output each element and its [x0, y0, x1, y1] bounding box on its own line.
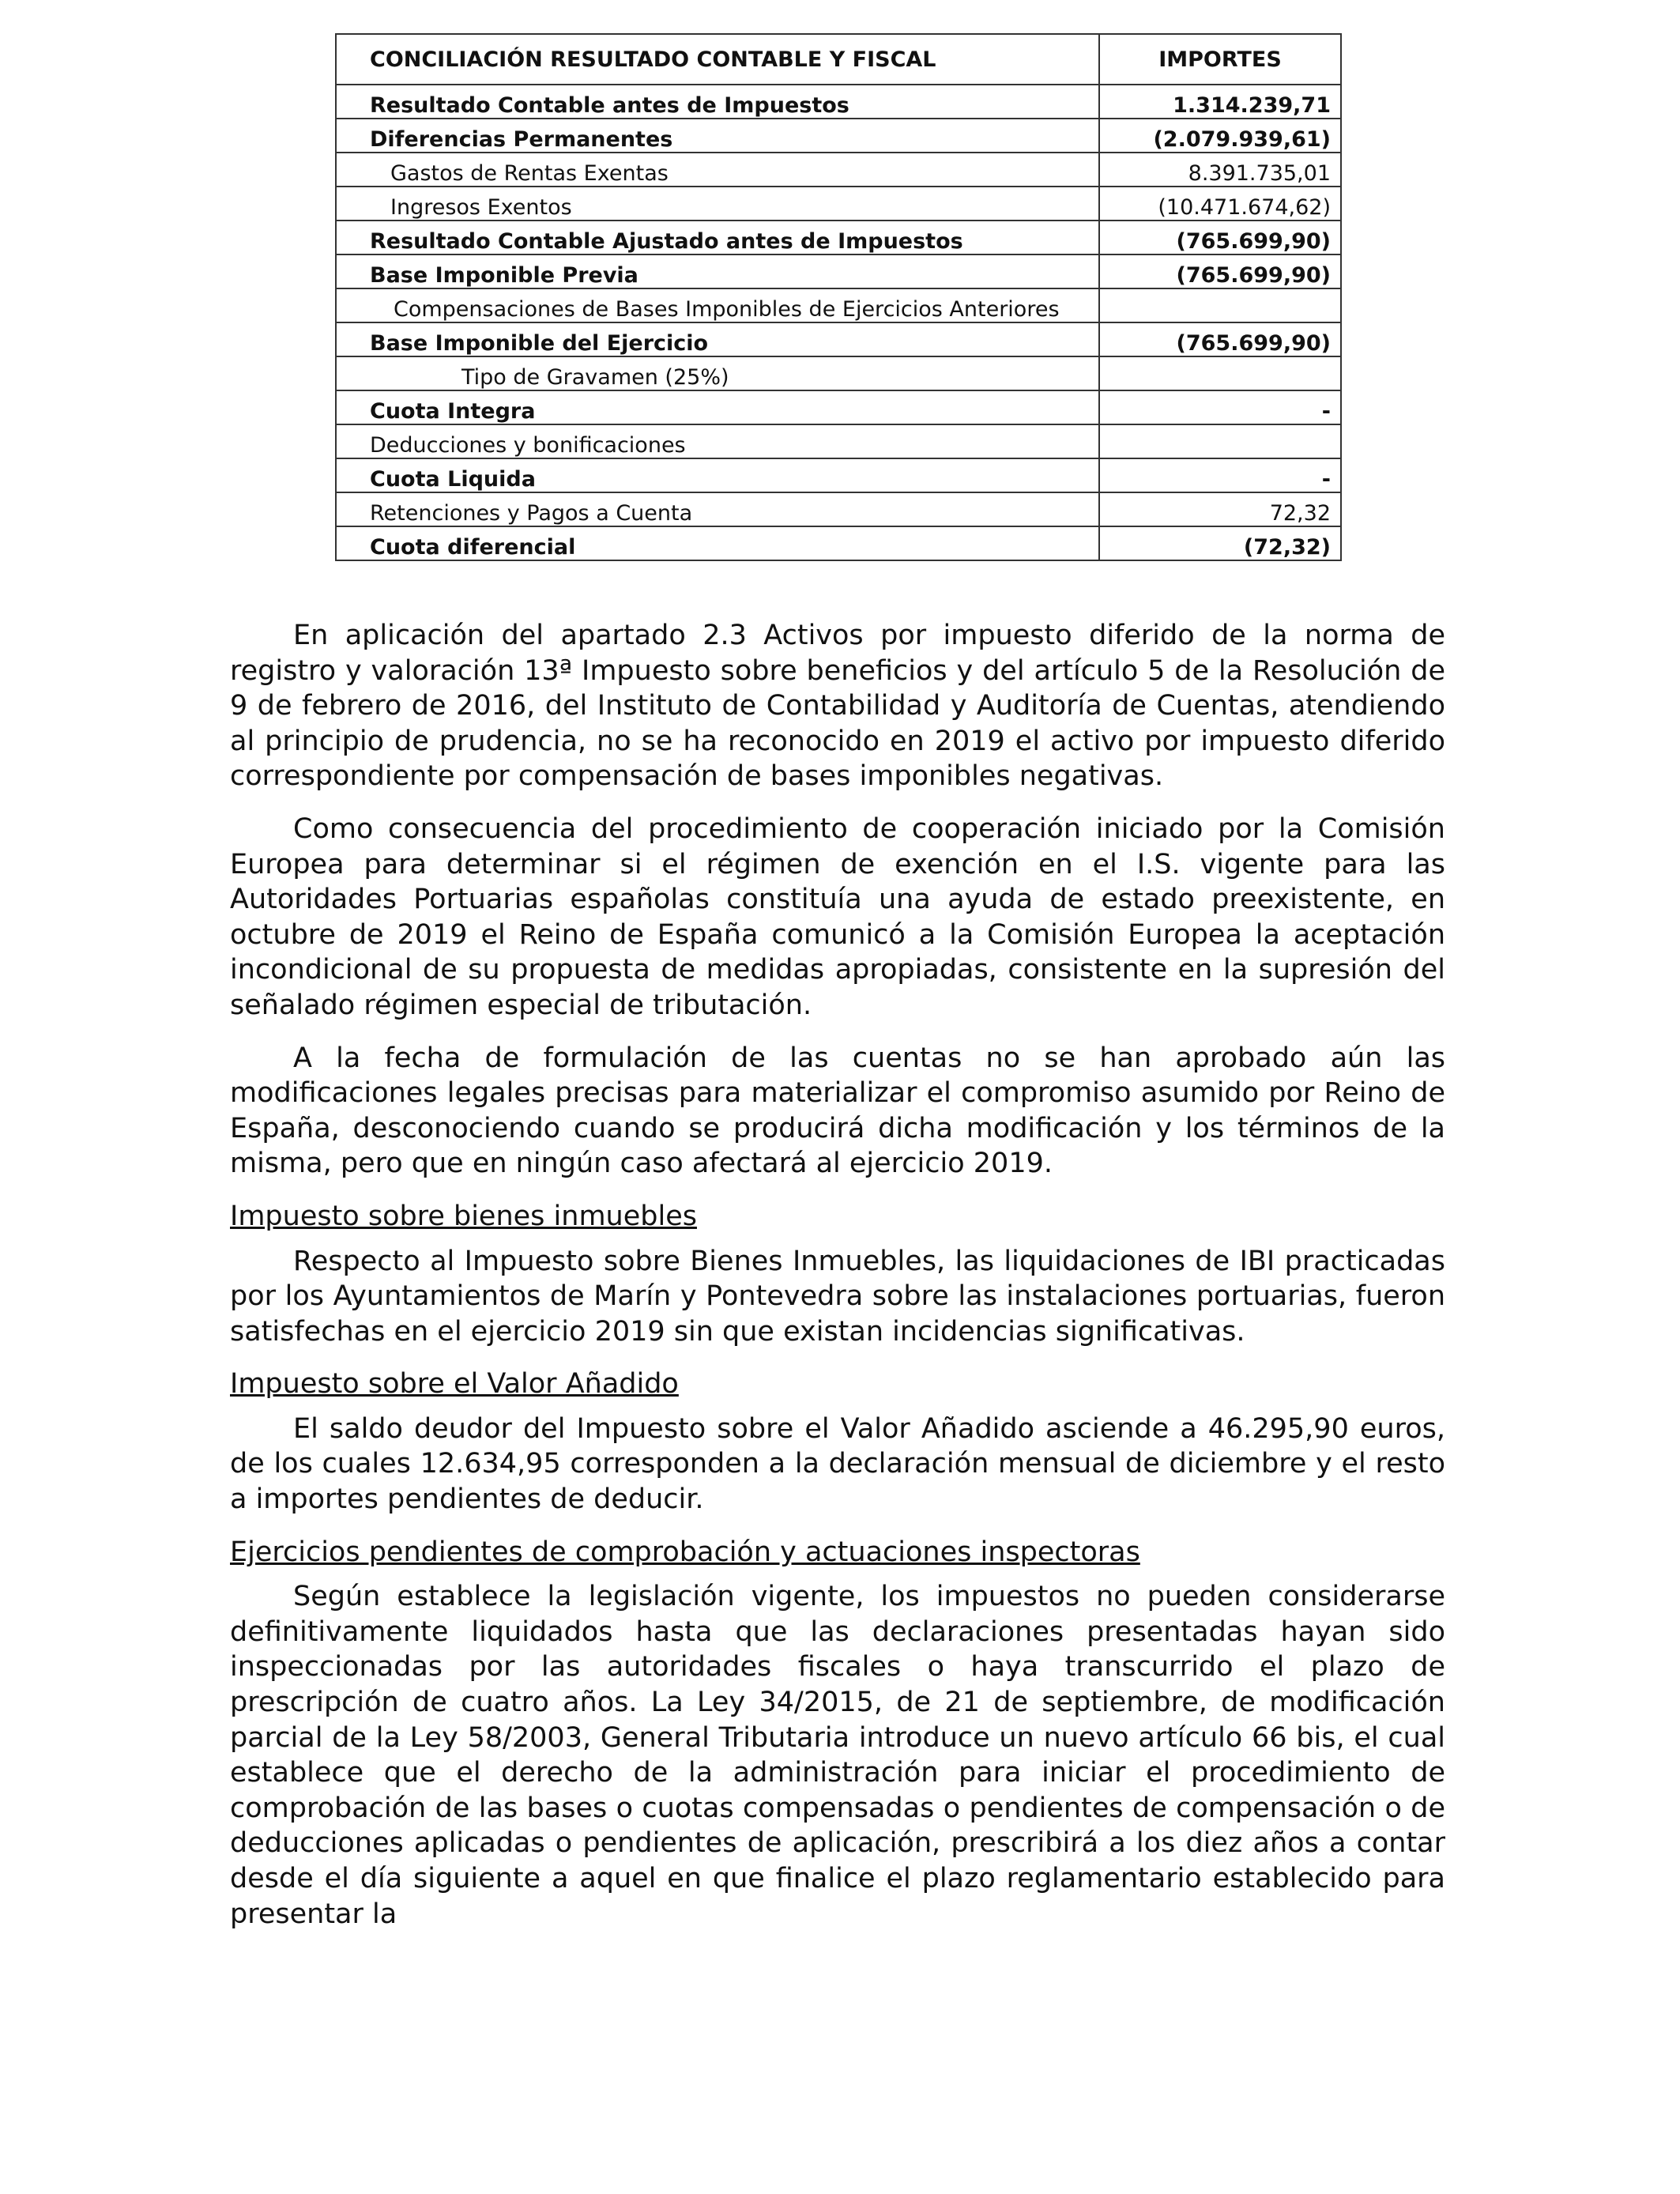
row-amount: (2.079.939,61)	[1099, 119, 1341, 153]
row-amount: 72,32	[1099, 492, 1341, 526]
table-row	[336, 119, 1341, 153]
row-amount: (765.699,90)	[1099, 221, 1341, 254]
row-amount	[1099, 356, 1341, 390]
row-amount	[1099, 424, 1341, 458]
paragraph: Como consecuencia del procedimiento de cooperación iniciado por la Comisión Europea para determinar si el régimen de exención en el I.S. vigente para las Autoridades Portuarias españolas constituía una ayuda de estado preexistente, en octubre de 2019 el Reino de España comunicó a la Comisión Europea la aceptación incondicional de su propuesta de medidas apropiadas, consistente en la supresión del señalado régimen especial de tributación.	[230, 812, 1445, 1021]
table-row	[336, 221, 1341, 254]
section-heading: Impuesto sobre el Valor Añadido	[230, 1368, 679, 1400]
row-amount: (765.699,90)	[1099, 322, 1341, 356]
table-row	[336, 390, 1341, 424]
section-heading: Impuesto sobre bienes inmuebles	[230, 1200, 697, 1232]
paragraph: A la fecha de formulación de las cuentas no se han aprobado aún las modificaciones legales precisas para materializar el compromiso asumido por Reino de España, desconociendo cuando se producirá dicha modificación y los términos de la misma, pero que en ningún caso afectará al ejercicio 2019.	[230, 1042, 1445, 1180]
row-concept: Retenciones y Pagos a Cuenta	[336, 492, 1099, 526]
amount-column-header: IMPORTES	[1099, 34, 1341, 85]
table-row	[336, 153, 1341, 187]
table-header-row	[336, 34, 1341, 85]
paragraph: Según establece la legislación vigente, los impuestos no pueden considerarse definitivamente liquidados hasta que las declaraciones presentadas hayan sido inspeccionadas por las autoridades fiscales o haya transcurrido el plazo de prescripción de cuatro años. La Ley 34/2015, de 21 de septiembre, de modificación parcial de la Ley 58/2003, General Tributaria introduce un nuevo artículo 66 bis, el cual establece que el derecho de la administración para iniciar el procedimiento de comprobación de las bases o cuotas compensadas o pendientes de compensación o de deducciones aplicadas o pendientes de aplicación, prescribirá a los diez años a contar desde el día siguiente a aquel en que finalice el plazo reglamentario establecido para presentar la	[230, 1581, 1445, 1930]
row-amount	[1099, 288, 1341, 322]
table-row	[336, 356, 1341, 390]
table-row	[336, 458, 1341, 492]
row-concept: Base Imponible Previa	[336, 254, 1099, 288]
row-concept: Gastos de Rentas Exentas	[336, 153, 1099, 187]
paragraph: El saldo deudor del Impuesto sobre el Valor Añadido asciende a 46.295,90 euros, de los cuales 12.634,95 corresponden a la declaración mensual de diciembre y el resto a importes pendientes de deducir.	[230, 1412, 1445, 1516]
row-concept: Ingresos Exentos	[336, 187, 1099, 221]
table-row	[336, 322, 1341, 356]
row-amount: -	[1099, 458, 1341, 492]
table-row	[336, 254, 1341, 288]
table-row	[336, 526, 1341, 560]
row-amount: 1.314.239,71	[1099, 85, 1341, 119]
row-concept: Resultado Contable Ajustado antes de Impuestos	[336, 221, 1099, 254]
row-concept: Cuota Integra	[336, 390, 1099, 424]
table-row	[336, 288, 1341, 322]
row-concept: Cuota Liquida	[336, 458, 1099, 492]
row-amount: -	[1099, 390, 1341, 424]
row-concept: Deducciones y bonificaciones	[336, 424, 1099, 458]
section-heading: Ejercicios pendientes de comprobación y actuaciones inspectoras	[230, 1536, 1140, 1568]
row-concept: Diferencias Permanentes	[336, 119, 1099, 153]
row-concept: Tipo de Gravamen (25%)	[336, 356, 1099, 390]
concept-column-header: CONCILIACIÓN RESULTADO CONTABLE Y FISCAL	[336, 34, 1099, 85]
row-amount: (765.699,90)	[1099, 254, 1341, 288]
row-concept: Resultado Contable antes de Impuestos	[336, 85, 1099, 119]
table-body	[336, 85, 1341, 560]
row-amount: (72,32)	[1099, 526, 1341, 560]
paragraph: Respecto al Impuesto sobre Bienes Inmuebles, las liquidaciones de IBI practicadas por los Ayuntamientos de Marín y Pontevedra sobre las instalaciones portuarias, fueron satisfechas en el ejercicio 2019 sin que existan incidencias significativas.	[230, 1245, 1445, 1348]
body-text	[230, 618, 1445, 1949]
row-concept: Cuota diferencial	[336, 526, 1099, 560]
row-concept: Compensaciones de Bases Imponibles de Ejercicios Anteriores	[336, 288, 1099, 322]
paragraph: En aplicación del apartado 2.3 Activos por impuesto diferido de la norma de registro y valoración 13ª Impuesto sobre beneficios y del artículo 5 de la Resolución de 9 de febrero de 2016, del Instituto de Contabilidad y Auditoría de Cuentas, atendiendo al principio de prudencia, no se ha reconocido en 2019 el activo por impuesto diferido correspondiente por compensación de bases imponibles negativas.	[230, 620, 1445, 793]
table-row	[336, 492, 1341, 526]
table-row	[336, 85, 1341, 119]
table-row	[336, 187, 1341, 221]
table-row	[336, 424, 1341, 458]
row-concept: Base Imponible del Ejercicio	[336, 322, 1099, 356]
row-amount: 8.391.735,01	[1099, 153, 1341, 187]
row-amount: (10.471.674,62)	[1099, 187, 1341, 221]
reconciliation-table	[335, 33, 1342, 561]
